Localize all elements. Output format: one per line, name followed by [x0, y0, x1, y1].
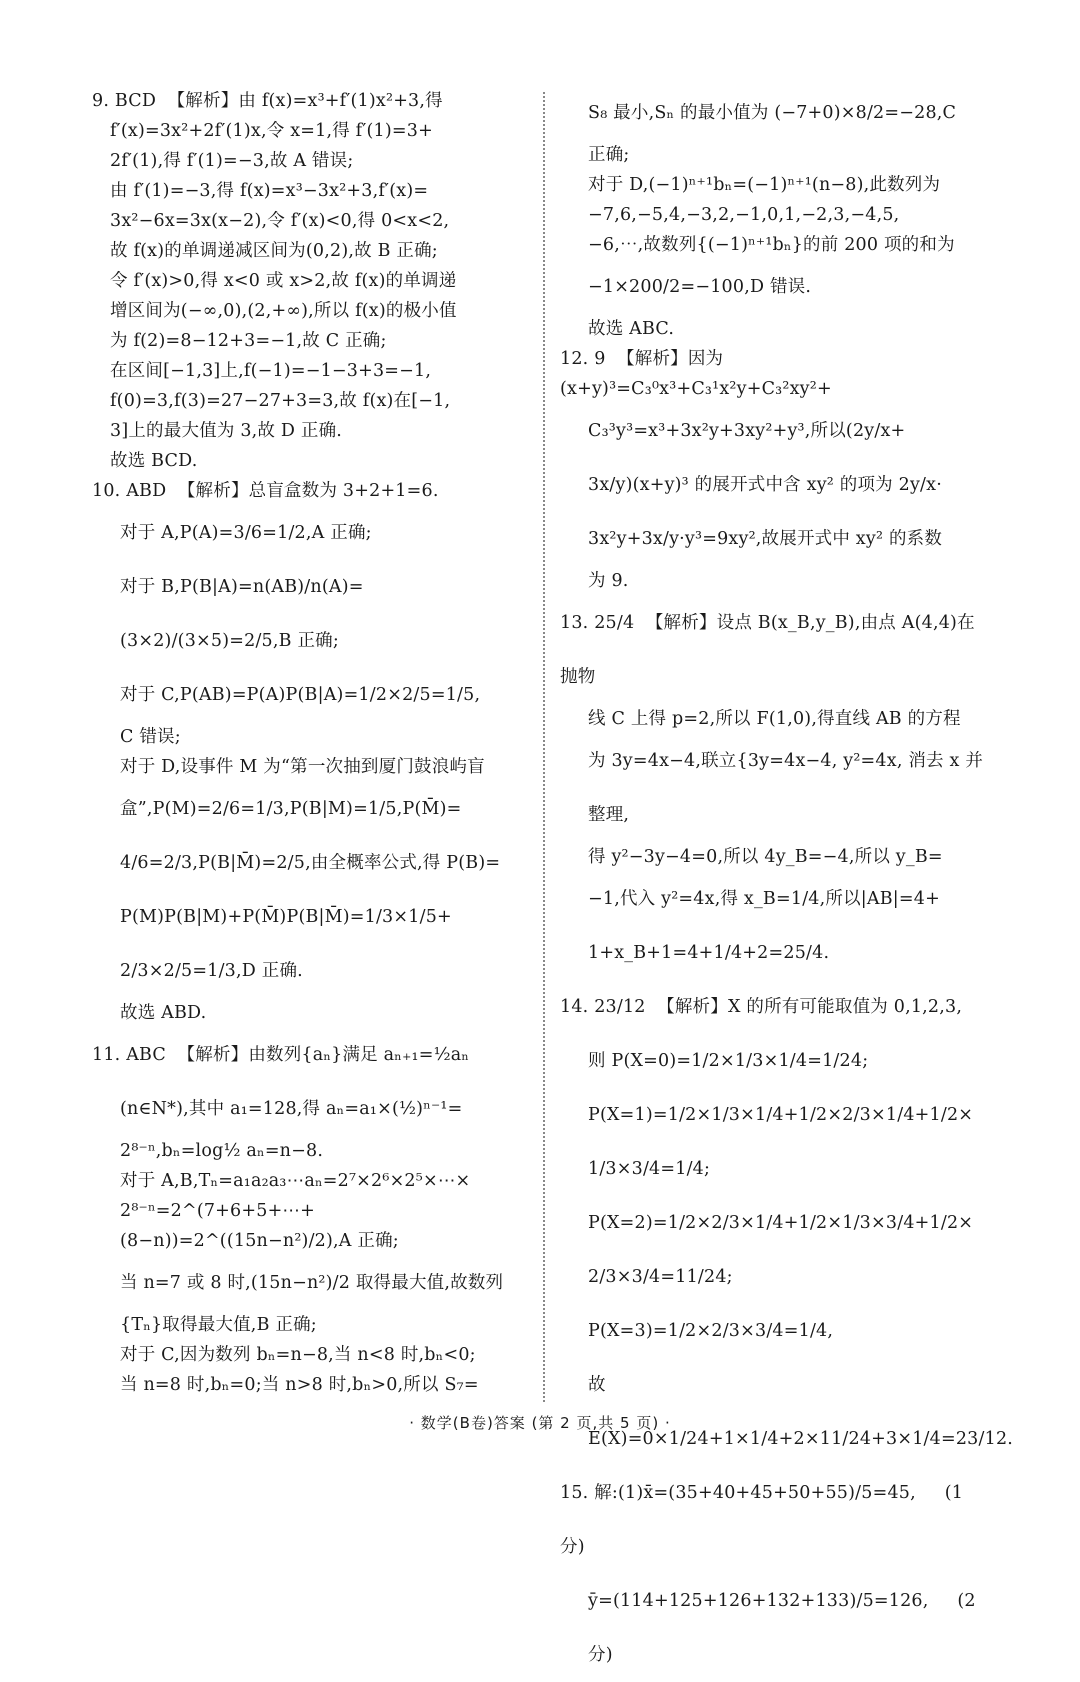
text-line: 为 f(2)=8−12+3=−1,故 C 正确; [110, 331, 387, 351]
text-line: 3]上的最大值为 3,故 D 正确. [110, 421, 343, 441]
text-line: −6,⋯,故数列{(−1)ⁿ⁺¹bₙ}的前 200 项的和为 [588, 235, 955, 255]
text-line: {Tₙ}取得最大值,B 正确; [120, 1315, 317, 1335]
text-line: −1×200/2=−100,D 错误. [588, 277, 812, 297]
text-line: f′(x)=3x²+2f′(1)x,令 x=1,得 f′(1)=3+ [110, 121, 433, 141]
text-line: 10. ABD 【解析】总盲盒数为 3+2+1=6. [92, 481, 439, 501]
text-line: 增区间为(−∞,0),(2,+∞),所以 f(x)的极小值 [110, 301, 457, 321]
text-line: 1+x_B+1=4+1/4+2=25/4. [588, 943, 830, 963]
text-line: ȳ=(114+125+126+132+133)/5=126, (2 分) [588, 1591, 982, 1665]
text-line: 对于 A,B,Tₙ=a₁a₂a₃⋯aₙ=2⁷×2⁶×2⁵×⋯× [120, 1171, 471, 1191]
text-line: 对于 D,设事件 M 为“第一次抽到厦门鼓浪屿盲 [120, 757, 485, 777]
text-line: −1,代入 y²=4x,得 x_B=1/4,所以|AB|=4+ [588, 889, 940, 909]
column-divider [543, 92, 545, 1402]
text-line: P(X=3)=1/2×2/3×3/4=1/4, [588, 1321, 834, 1341]
text-line: 盒”,P(M)=2/6=1/3,P(B|M)=1/5,P(M̄)= [120, 799, 462, 819]
text-line: 1/3×3/4=1/4; [588, 1159, 711, 1179]
text-line: 得 y²−3y−4=0,所以 4y_B=−4,所以 y_B= [588, 847, 943, 867]
text-line: 15. 解:(1)x̄=(35+40+45+50+55)/5=45, (1 分) [560, 1483, 969, 1557]
text-line: 2/3×2/5=1/3,D 正确. [120, 961, 303, 981]
text-line: 对于 D,(−1)ⁿ⁺¹bₙ=(−1)ⁿ⁺¹(n−8),此数列为 [588, 175, 941, 195]
text-line: 当 n=8 时,bₙ=0;当 n>8 时,bₙ>0,所以 S₇= [120, 1375, 479, 1395]
text-line: 2⁸⁻ⁿ=2^(7+6+5+⋯+(8−n))=2^((15n−n²)/2),A 正确; [120, 1201, 399, 1251]
left-column [92, 86, 528, 1400]
text-line: (n∈N*),其中 a₁=128,得 aₙ=a₁×(½)ⁿ⁻¹= [120, 1099, 463, 1119]
text-line: 14. 23/12 【解析】X 的所有可能取值为 0,1,2,3, [560, 997, 963, 1017]
text-line: 由 f′(1)=−3,得 f(x)=x³−3x²+3,f′(x)= [110, 181, 429, 201]
text-line: 4/6=2/3,P(B|M̄)=2/5,由全概率公式,得 P(B)= [120, 853, 501, 873]
text-line: 12. 9 【解析】因为(x+y)³=C₃⁰x³+C₃¹x²y+C₃²xy²+ [560, 349, 832, 399]
text-line: C 错误; [120, 727, 181, 747]
text-line: 9. BCD 【解析】由 f(x)=x³+f′(1)x²+3,得 [92, 91, 443, 111]
text-line: 为 9. [588, 571, 629, 591]
text-line: 3x²−6x=3x(x−2),令 f′(x)<0,得 0<x<2, [110, 211, 450, 231]
text-line: 3x/y)(x+y)³ 的展开式中含 xy² 的项为 2y/x· [588, 475, 942, 495]
text-line: 对于 A,P(A)=3/6=1/2,A 正确; [120, 523, 372, 543]
text-line: P(X=2)=1/2×2/3×1/4+1/2×1/3×3/4+1/2× [588, 1213, 974, 1233]
text-line: 对于 C,P(AB)=P(A)P(B|A)=1/2×2/5=1/5, [120, 685, 481, 705]
right-column [560, 86, 1014, 1682]
text-line: 当 n=7 或 8 时,(15n−n²)/2 取得最大值,故数列 [120, 1273, 504, 1293]
text-line: 正确; [588, 145, 630, 165]
text-line: 故选 ABC. [588, 319, 675, 339]
text-line: 3x²y+3x/y·y³=9xy²,故展开式中 xy² 的系数 [588, 529, 943, 549]
text-line: 13. 25/4 【解析】设点 B(x_B,y_B),由点 A(4,4)在抛物 [560, 613, 975, 687]
text-line: 11. ABC 【解析】由数列{aₙ}满足 aₙ₊₁=½aₙ [92, 1045, 470, 1065]
text-line: 在区间[−1,3]上,f(−1)=−1−3+3=−1, [110, 361, 432, 381]
text-line: 令 f′(x)>0,得 x<0 或 x>2,故 f(x)的单调递 [110, 271, 457, 291]
text-line: 2⁸⁻ⁿ,bₙ=log½ aₙ=n−8. [120, 1141, 324, 1161]
text-line: 对于 C,因为数列 bₙ=n−8,当 n<8 时,bₙ<0; [120, 1345, 476, 1365]
text-line: 故 E(X)=0×1/24+1×1/4+2×11/24+3×1/4=23/12. [588, 1375, 1014, 1449]
text-line: C₃³y³=x³+3x²y+3xy²+y³,所以(2y/x+ [588, 421, 906, 441]
text-line: P(X=1)=1/2×1/3×1/4+1/2×2/3×1/4+1/2× [588, 1105, 974, 1125]
text-line: 线 C 上得 p=2,所以 F(1,0),得直线 AB 的方程 [588, 709, 961, 729]
text-line: −7,6,−5,4,−3,2,−1,0,1,−2,3,−4,5, [588, 205, 900, 225]
text-line: 2/3×3/4=11/24; [588, 1267, 733, 1287]
text-line: S₈ 最小,Sₙ 的最小值为 (−7+0)×8/2=−28,C [588, 103, 957, 123]
page-footer: · 数学(B卷)答案 (第 2 页,共 5 页) · [409, 1414, 671, 1432]
text-line: P(M)P(B|M)+P(M̄)P(B|M̄)=1/3×1/5+ [120, 907, 452, 927]
text-line: 故选 ABD. [120, 1003, 207, 1023]
text-line: 则 P(X=0)=1/2×1/3×1/4=1/24; [588, 1051, 869, 1071]
text-line: 2f′(1),得 f′(1)=−3,故 A 错误; [110, 151, 354, 171]
text-line: 对于 B,P(B|A)=n(AB)/n(A)=(3×2)/(3×5)=2/5,B 正确; [120, 577, 364, 651]
text-line: 故选 BCD. [110, 451, 198, 471]
text-line: 为 3y=4x−4,联立{3y=4x−4, y²=4x, 消去 x 并整理, [588, 751, 984, 825]
text-line: 故 f(x)的单调递减区间为(0,2),故 B 正确; [110, 241, 438, 261]
text-line: f(0)=3,f(3)=27−27+3=3,故 f(x)在[−1, [110, 391, 451, 411]
